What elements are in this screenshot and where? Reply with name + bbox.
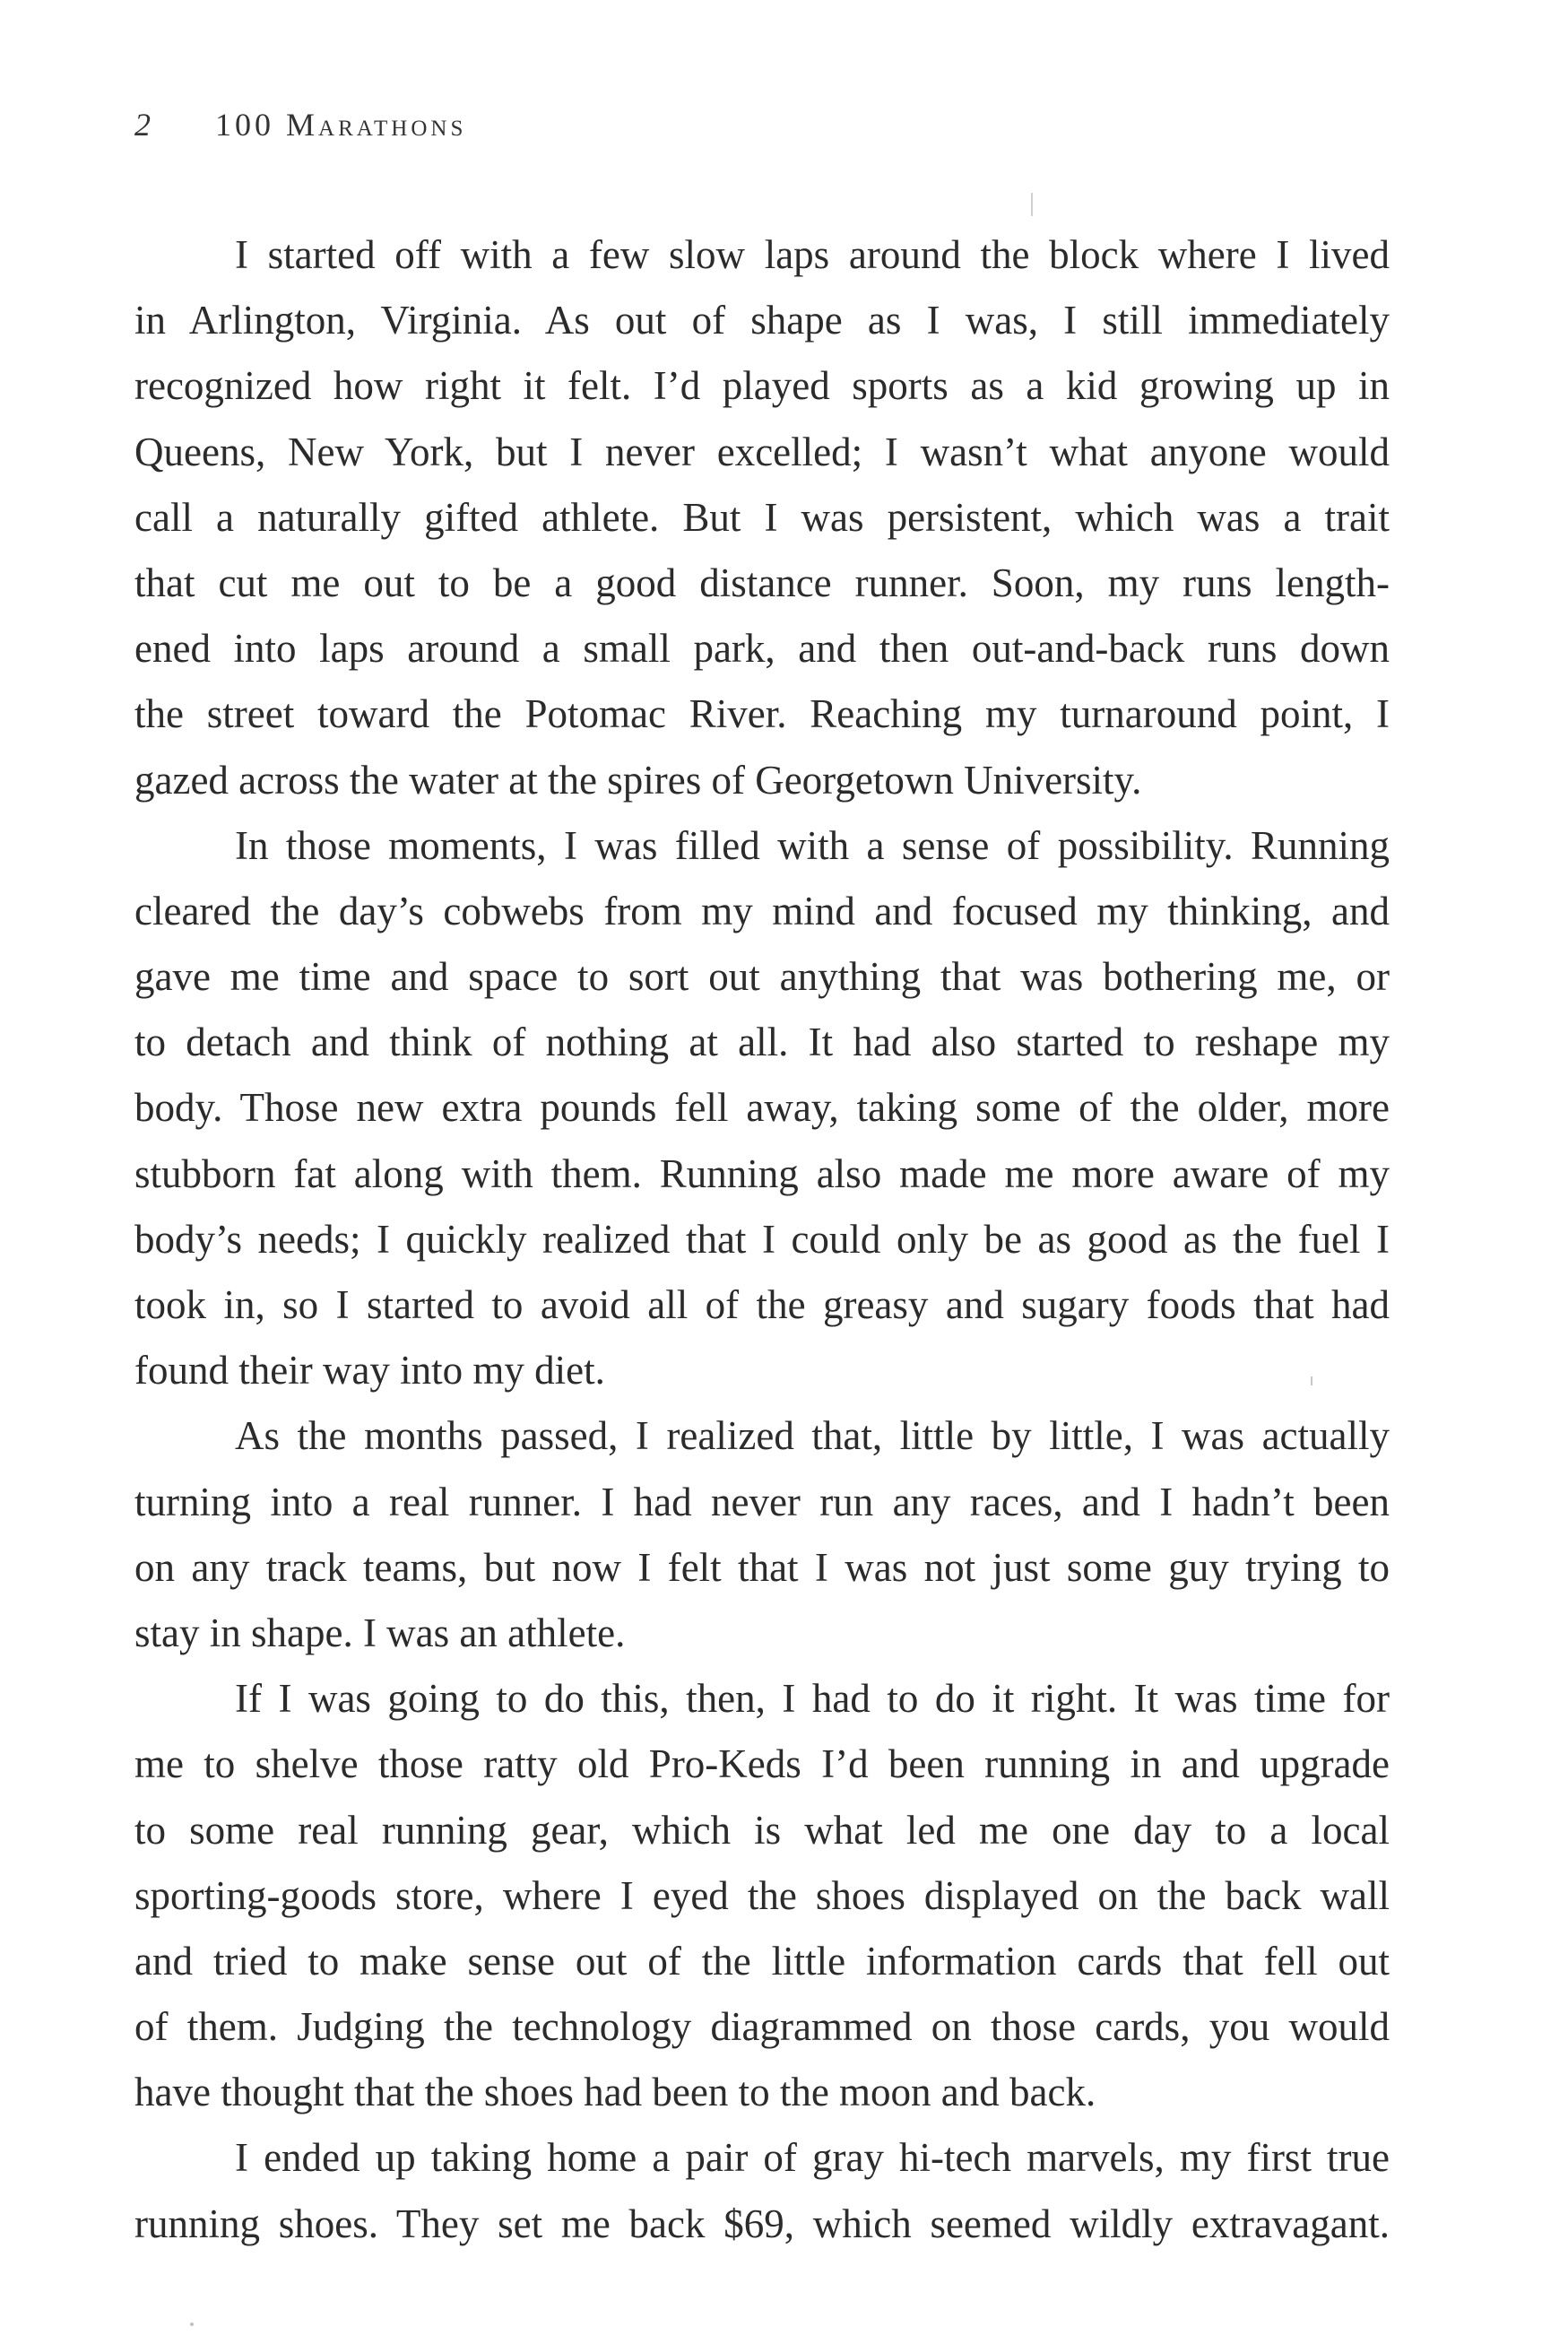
text-line: body. Those new extra pounds fell away, taking some of the older, more bbox=[134, 1085, 1390, 1131]
text-line: recognized how right it felt. I’d played sports as a kid growing up in bbox=[134, 363, 1390, 409]
scan-speck bbox=[190, 2322, 194, 2326]
text-line: ened into laps around a small park, and then out-and-back runs down bbox=[134, 626, 1390, 672]
text-line: In those moments, I was filled with a sense of possibility. Running bbox=[235, 822, 1390, 868]
text-line: have thought that the shoes had been to the moon and back. bbox=[134, 2070, 1096, 2115]
text-line: me to shelve those ratty old Pro-Keds I’d been running in and upgrade bbox=[134, 1741, 1390, 1787]
text-line: the street toward the Potomac River. Reaching my turnaround point, I bbox=[134, 691, 1390, 737]
text-line: If I was going to do this, then, I had to do it right. It was time for bbox=[235, 1676, 1390, 1722]
text-line: to detach and think of nothing at all. It had also started to reshape my bbox=[134, 1020, 1390, 1065]
text-line: cleared the day’s cobwebs from my mind and focused my thinking, and bbox=[134, 888, 1390, 933]
text-line: took in, so I started to avoid all of the greasy and sugary foods that had bbox=[134, 1282, 1390, 1327]
text-line: and tried to make sense out of the little information cards that fell out bbox=[134, 1938, 1390, 1984]
text-line: turning into a real runner. I had never run any races, and I hadn’t been bbox=[134, 1479, 1390, 1524]
running-head bbox=[134, 106, 466, 143]
text-line: that cut me out to be a good distance runner. Soon, my runs length- bbox=[134, 560, 1390, 605]
text-line: gave me time and space to sort out anything that was bothering me, or bbox=[134, 954, 1390, 1000]
page-number: 2 bbox=[134, 107, 152, 143]
text-line: gazed across the water at the spires of Georgetown University. bbox=[134, 757, 1142, 803]
text-line: of them. Judging the technology diagrammed on those cards, you would bbox=[134, 2004, 1390, 2050]
text-line: running shoes. They set me back $69, which seemed wildly extravagant. bbox=[134, 2201, 1390, 2246]
text-line: stubborn fat along with them. Running also made me more aware of my bbox=[134, 1150, 1390, 1196]
text-line: I started off with a few slow laps around the block where I lived bbox=[235, 232, 1390, 277]
book-title: 100 Marathons bbox=[215, 107, 467, 143]
text-line: sporting-goods store, where I eyed the shoes displayed on the back wall bbox=[134, 1872, 1390, 1918]
text-line: found their way into my diet. bbox=[134, 1348, 605, 1393]
text-line: I ended up taking home a pair of gray hi-tech marvels, my first true bbox=[235, 2135, 1390, 2181]
text-line: As the months passed, I realized that, little by little, I was actually bbox=[235, 1413, 1390, 1459]
scan-speck bbox=[1031, 193, 1033, 216]
text-line: on any track teams, but now I felt that I was not just some guy trying to bbox=[134, 1544, 1390, 1590]
text-line: Queens, New York, but I never excelled; I wasn’t what anyone would bbox=[134, 429, 1390, 474]
text-line: to some real running gear, which is what led me one day to a local bbox=[134, 1807, 1390, 1853]
text-line: stay in shape. I was an athlete. bbox=[134, 1610, 626, 1655]
text-line: call a naturally gifted athlete. But I was persistent, which was a trait bbox=[134, 494, 1390, 540]
text-line: in Arlington, Virginia. As out of shape as I was, I still immediately bbox=[134, 298, 1390, 343]
scan-speck bbox=[1311, 1376, 1312, 1385]
text-line: body’s needs; I quickly realized that I could only be as good as the fuel I bbox=[134, 1216, 1390, 1262]
body-text bbox=[134, 222, 1390, 2257]
